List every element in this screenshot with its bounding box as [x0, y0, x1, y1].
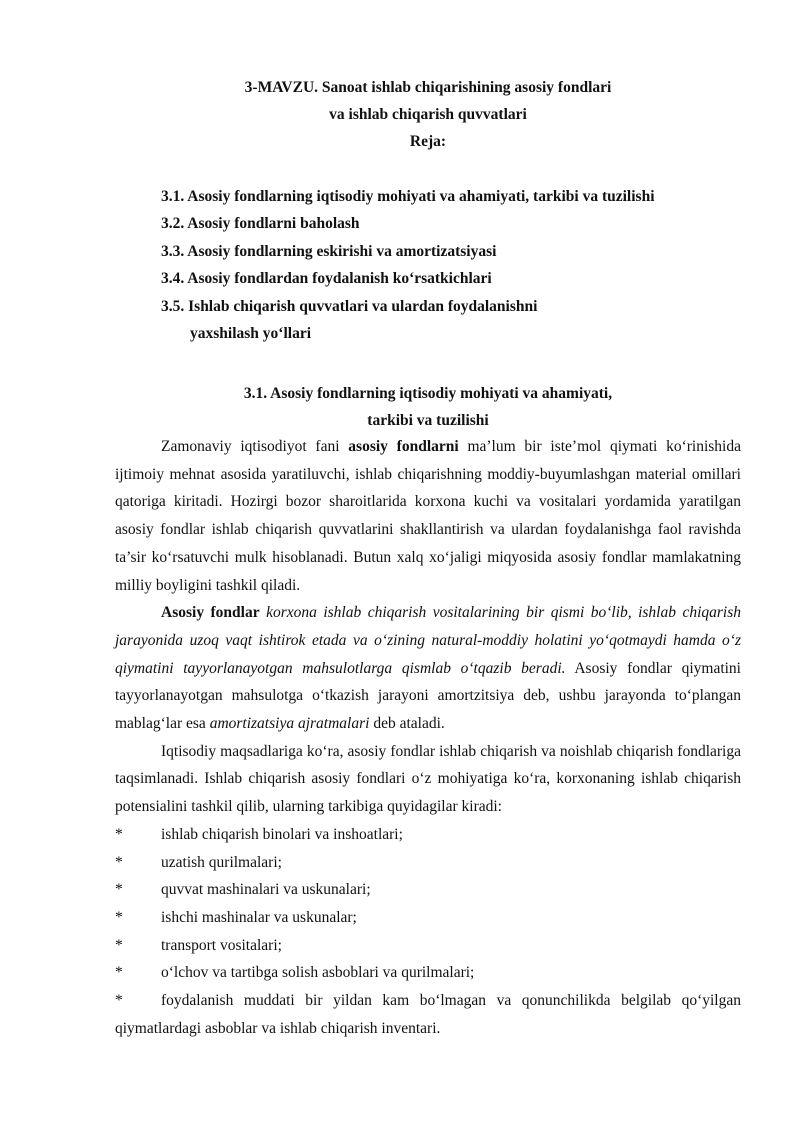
- list-item: [115, 932, 741, 960]
- paragraph-2: [115, 599, 741, 738]
- plan-heading: Reja:: [409, 133, 447, 150]
- paragraph-2-definition: korxona ishlab chiqarish vositalarining bir qismi bo‘lib, ishlab chiqarish jarayonida uzoq vaqt ishtirok etada va o‘zining natural-moddiy holatini yo‘qotmaydi hamda o‘z qiymatini tayyorlanayotgan mahsulotlarga qismlab o‘tqazib beradi.: [115, 604, 742, 677]
- bullet-marker: *: [115, 825, 123, 843]
- plan-item-5-continuation: yaxshilash yo‘llari: [190, 325, 312, 343]
- document-header: [115, 74, 741, 155]
- list-item-text: foydalanish muddati bir yildan kam bo‘lmagan va qonunchilikda belgilab qo‘yilgan qiymatlardagi asboblar va ishlab chiqarish inventari.: [115, 992, 741, 1037]
- bullet-list: [115, 821, 741, 1043]
- plan-item-4: 3.4. Asosiy fondlardan foydalanish ko‘rsatkichlari: [161, 270, 492, 288]
- list-item-text: ishlab chiqarish binolari va inshoatlari;: [161, 825, 403, 843]
- list-item: [115, 987, 741, 1042]
- bullet-marker: *: [115, 908, 123, 926]
- list-item: [115, 821, 741, 849]
- list-item: [115, 904, 741, 932]
- plan-item-3: 3.3. Asosiy fondlarning eskirishi va amortizatsiyasi: [161, 242, 497, 260]
- list-item-text: uzatish qurilmalari;: [161, 853, 282, 871]
- topic-title-line2: va ishlab chiqarish quvvatlari: [329, 106, 527, 123]
- paragraph-1: [115, 433, 741, 599]
- list-item: [115, 959, 741, 987]
- paragraph-1-rest: ma’lum bir iste’mol qiymati ko‘rinishida ijtimoiy mehnat asosida yaratiluvchi, ishlab chiqarishning moddiy-buyumlashgan material omillari qatoriga kiritadi. Hozirgi bozor sharoitlarida korxona kuchi va vositalari yordamida yaratilgan asosiy fondlar ishlab chiqarish quvvatlarini shakllantirish va ulardan foydalanishga faol ravishda ta’sir ko‘rsatuvchi mulk hisoblanadi. Butun xalq xo‘jaligi miqyosida asosiy fondlar mamlakatning milliy boyligini tashkil qiladi.: [115, 438, 741, 594]
- section-title: [115, 380, 741, 434]
- list-item: [115, 876, 741, 904]
- list-item-text: ishchi mashinalar va uskunalar;: [161, 908, 357, 926]
- paragraph-1-term: asosiy fondlarni: [348, 438, 459, 455]
- topic-title-line1: 3-MAVZU. Sanoat ishlab chiqarishining asosiy fondlari: [244, 79, 612, 96]
- plan-item-1: 3.1. Asosiy fondlarning iqtisodiy mohiyati va ahamiyati, tarkibi va tuzilishi: [161, 188, 655, 205]
- bullet-marker: *: [115, 992, 123, 1010]
- plan-list: [161, 183, 741, 347]
- bullet-marker: *: [115, 964, 123, 982]
- paragraph-2-term: Asosiy fondlar: [161, 604, 260, 622]
- list-item-text: quvvat mashinalari va uskunalari;: [161, 881, 371, 899]
- list-item-text: transport vositalari;: [161, 936, 282, 954]
- bullet-marker: *: [115, 881, 123, 899]
- paragraph-3: Iqtisodiy maqsadlariga ko‘ra, asosiy fondlar ishlab chiqarish va noishlab chiqarish fondlariga taqsimlanadi. Ishlab chiqarish asosiy fondlari o‘z mohiyatiga ko‘ra, korxonaning ishlab chiqarish potensialini tashkil qilib, ularning tarkibiga quyidagilar kiradi:: [115, 742, 741, 816]
- section-title-line1: 3.1. Asosiy fondlarning iqtisodiy mohiyati va ahamiyati,: [243, 385, 613, 402]
- list-item-text: o‘lchov va tartibga solish asboblari va qurilmalari;: [161, 964, 475, 982]
- paragraph-2-term-italic: amortizatsiya ajratmalari: [209, 715, 370, 733]
- bullet-marker: *: [115, 853, 123, 871]
- paragraph-2-middle: Asosiy fondlar qiymatini tayyorlanayotgan mahsulotga o‘tkazish jarayoni amortzitsiya deb, ushbu jarayonda to‘plangan mablag‘lar esa: [115, 659, 741, 733]
- body-text: [115, 433, 741, 1042]
- plan-item-5: 3.5. Ishlab chiqarish quvvatlari va ulardan foydalanishni: [161, 297, 538, 315]
- section-title-line2: tarkibi va tuzilishi: [367, 412, 489, 429]
- plan-item-2: 3.2. Asosiy fondlarni baholash: [161, 215, 360, 233]
- bullet-marker: *: [115, 936, 123, 954]
- paragraph-2-end: deb ataladi.: [369, 715, 445, 733]
- paragraph-1-start: Zamonaviy iqtisodiyot fani: [161, 438, 349, 455]
- list-item: [115, 849, 741, 877]
